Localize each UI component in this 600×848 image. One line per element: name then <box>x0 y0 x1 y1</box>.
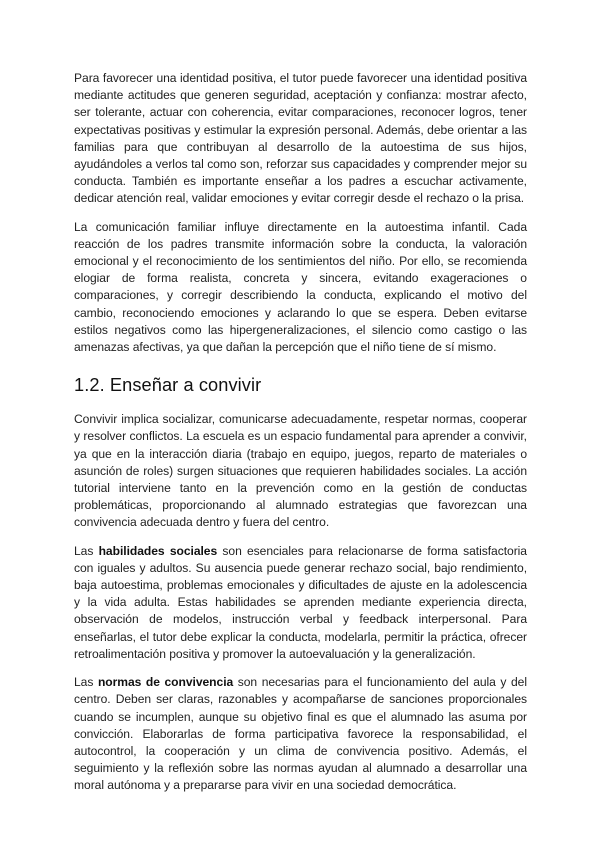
paragraph-convivir: Convivir implica socializar, comunicarse adecuadamente, respetar normas, cooperar y resolver conflictos. La escuela es un espacio fundamental para aprender a convivir, ya que en la interacción diaria (trabajo en equipo, juegos, reparto de materiales o asunción de roles) surgen situaciones que requieren habilidades sociales. La acción tutorial interviene tanto en la prevención como en la gestión de conductas problemáticas, proporcionando al alumnado estrategias que favorezcan una convivencia adecuada dentro y fuera del centro. <box>74 412 527 530</box>
bold-term-habilidades-sociales: habilidades sociales <box>98 543 218 558</box>
paragraph-comunicacion-familiar: La comunicación familiar influye directamente en la autoestima infantil. Cada reacción de los padres transmite información sobre la conducta, la valoración emocional y el reconocimiento de los sentimientos del niño. Por ello, se recomienda elogiar de forma realista, concreta y sincera, evitando exageraciones o comparaciones, y corregir describiendo la conducta, explicando el motivo del cambio, reconociendo emociones y aclarando lo que se espera. Deben evitarse estilos negativos como las hipergeneralizaciones, el silencio como castigo o las amenazas afectivas, ya que dañan la percepción que el niño tiene de sí mismo. <box>74 219 527 355</box>
document-page <box>74 70 527 795</box>
paragraph-normas-convivencia <box>74 674 527 794</box>
paragraph-lead: Las <box>74 543 99 558</box>
section-heading: 1.2. Enseñar a convivir <box>74 375 262 396</box>
paragraph-habilidades-sociales <box>74 543 527 663</box>
paragraph-rest: son necesarias para el funcionamiento del aula y del centro. Deben ser claras, razonables y acompañarse de sanciones proporcionales cuando se incumplen, aunque su objetivo final es que el alumnado las asuma por convicción. Elaborarlas de forma participativa favorece la responsabilidad, el autocontrol, la cooperación y un clima de convivencia positivo. Además, el seguimiento y la reflexión sobre las normas ayudan al alumnado a desarrollar una moral autónoma y a prepararse para vivir en una sociedad democrática. <box>74 675 527 793</box>
paragraph-lead: Las <box>74 675 98 690</box>
bold-term-normas-convivencia: normas de convivencia <box>97 675 234 690</box>
paragraph-rest: son esenciales para relacionarse de forma satisfactoria con iguales y adultos. Su ausencia puede generar rechazo social, bajo rendimiento, baja autoestima, problemas emocionales y dificultades de ajuste en la adolescencia y la vida adulta. Estas habilidades se aprenden mediante experiencia directa, observación de modelos, instrucción verbal y feedback interpersonal. Para enseñarlas, el tutor debe explicar la conducta, modelarla, permitir la práctica, ofrecer retroalimentación positiva y promover la autoevaluación y la generalización. <box>74 543 527 661</box>
paragraph-identidad-positiva: Para favorecer una identidad positiva, el tutor puede favorecer una identidad positiva mediante actitudes que generen seguridad, aceptación y confianza: mostrar afecto, ser tolerante, actuar con coherencia, evitar comparaciones, reconocer logros, tener expectativas positivas y estimular la expresión personal. Además, debe orientar a las familias para que contribuyan al desarrollo de la autoestima de sus hijos, ayudándoles a verlos tal como son, reforzar sus capacidades y comprender mejor su conducta. También es importante enseñar a los padres a escuchar activamente, dedicar atención real, validar emociones y evitar corregir desde el rechazo o la prisa. <box>74 71 527 206</box>
